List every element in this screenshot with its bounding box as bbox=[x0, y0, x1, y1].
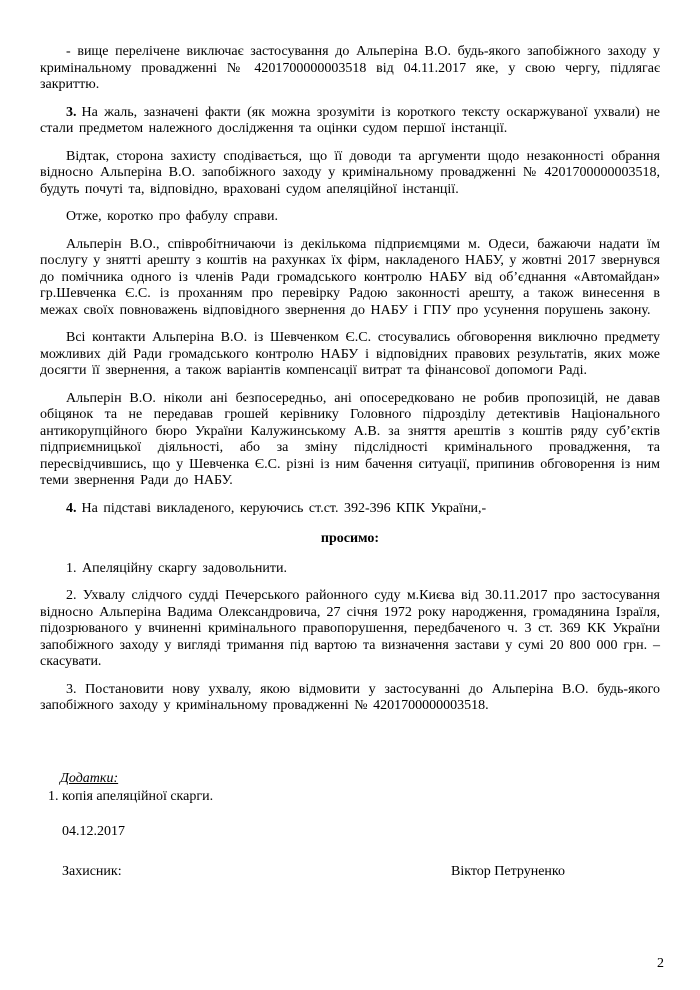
page-number: 2 bbox=[657, 955, 664, 971]
section-3-paragraph bbox=[40, 105, 660, 138]
para-contacts: Всі контакти Альперіна В.О. із Шевченком Є.С. стосувались обговорення виключно предмету можливих дій Ради громадського контролю НАБУ і відповідних правових результатів, яких може досягти її звернення, а також варіантів компенсації витрат та фінансової допомоги Раді. bbox=[40, 330, 660, 378]
request-item-1: 1. Апеляційну скаргу задовольнити. bbox=[66, 560, 288, 576]
document-date: 04.12.2017 bbox=[62, 823, 125, 839]
section-3-number: 3. bbox=[66, 104, 77, 120]
request-item-2: 2. Ухвалу слідчого судді Печерського районного суду м.Києва від 30.11.2017 про застосування відносно Альперіна Вадима Олександровича, 27 січня 1972 року народження, громадянина Ізраїля, підозрюваного у вчиненні кримінального правопорушення, передбаченого ч. 3 ст. 369 КК України запобіжного заходу у вигляді тримання під вартою та визначення застави у сумі 20 800 000 грн. – скасувати. bbox=[40, 588, 660, 669]
para-denial: Альперін В.О. ніколи ані безпосередньо, ані опосередковано не робив пропозицій, не давав обіцянок та не передавав грошей керівнику Головного підрозділу детективів Національного антикорупційного бюро України Калужинському А.В. за зняття арештів з коштів ряду суб’єктів підприємницької діяльності, або за зміну підслідності кримінального провадження, та пересвідчившись, що у Шевченка Є.С. різні із ним бачення ситуації, припинив обговорення із ним теми звернення Ради до НАБУ. bbox=[40, 390, 660, 488]
attachment-item: 1. копія апеляційної скарги. bbox=[48, 789, 214, 804]
signature-row bbox=[40, 864, 660, 881]
section-4-paragraph bbox=[40, 501, 660, 518]
para-facts-intro: Отже, коротко про фабулу справи. bbox=[66, 209, 278, 224]
para-exclusion: - вище перелічене виключає застосування до Альперіна В.О. будь-якого запобіжного заходу у кримінальному провадженні № 4201700000003518 від 04.11.2017 яке, у свою чергу, підлягає закриттю. bbox=[40, 44, 660, 92]
section-4-number: 4. bbox=[66, 500, 77, 516]
attachments-label: Додатки: bbox=[60, 770, 119, 786]
section-4-text: На підставі викладеного, керуючись ст.ст. 392-396 КПК України,- bbox=[81, 500, 487, 516]
request-item-3: 3. Постановити нову ухвалу, якою відмовити у застосуванні до Альперіна В.О. будь-якого запобіжного заходу у кримінальному провадженні № 4201700000003518. bbox=[40, 681, 660, 713]
attachments-block bbox=[40, 771, 660, 806]
section-3-text: На жаль, зазначені факти (як можна зрозуміти із короткого тексту оскаржуваної ухвали) не стали предметом належного дослідження та оцінки судом першої інстанції. bbox=[40, 104, 660, 136]
signer-name: Віктор Петруненко bbox=[451, 864, 565, 879]
para-odesa-story: Альперін В.О., співробітничаючи із декількома підприємцями м. Одеси, бажаючи надати їм послугу у знятті арешту з коштів на рахунках їх фірм, накладеного НАБУ, у жовтні 2017 звернувся до помічника одного із членів Ради громадського контролю НАБУ від об’єднання «Автомайдан» гр.Шевченка Є.С. із проханням про перевірку Радою законності арешту, а також винесення в межах своїх повноважень відповідного звернення до НАБУ і ГПУ про усунення порушень закону. bbox=[40, 236, 660, 318]
signer-label: Захисник: bbox=[62, 864, 122, 879]
request-heading: просимо: bbox=[320, 531, 380, 546]
para-hope: Відтак, сторона захисту сподівається, що її доводи та аргументи щодо незаконності обрання відносно Альперіна В.О. запобіжного заходу у кримінальному провадженні № 4201700000003518, будуть почуті та, відповідно, враховані судом апеляційної інстанції. bbox=[40, 148, 660, 197]
